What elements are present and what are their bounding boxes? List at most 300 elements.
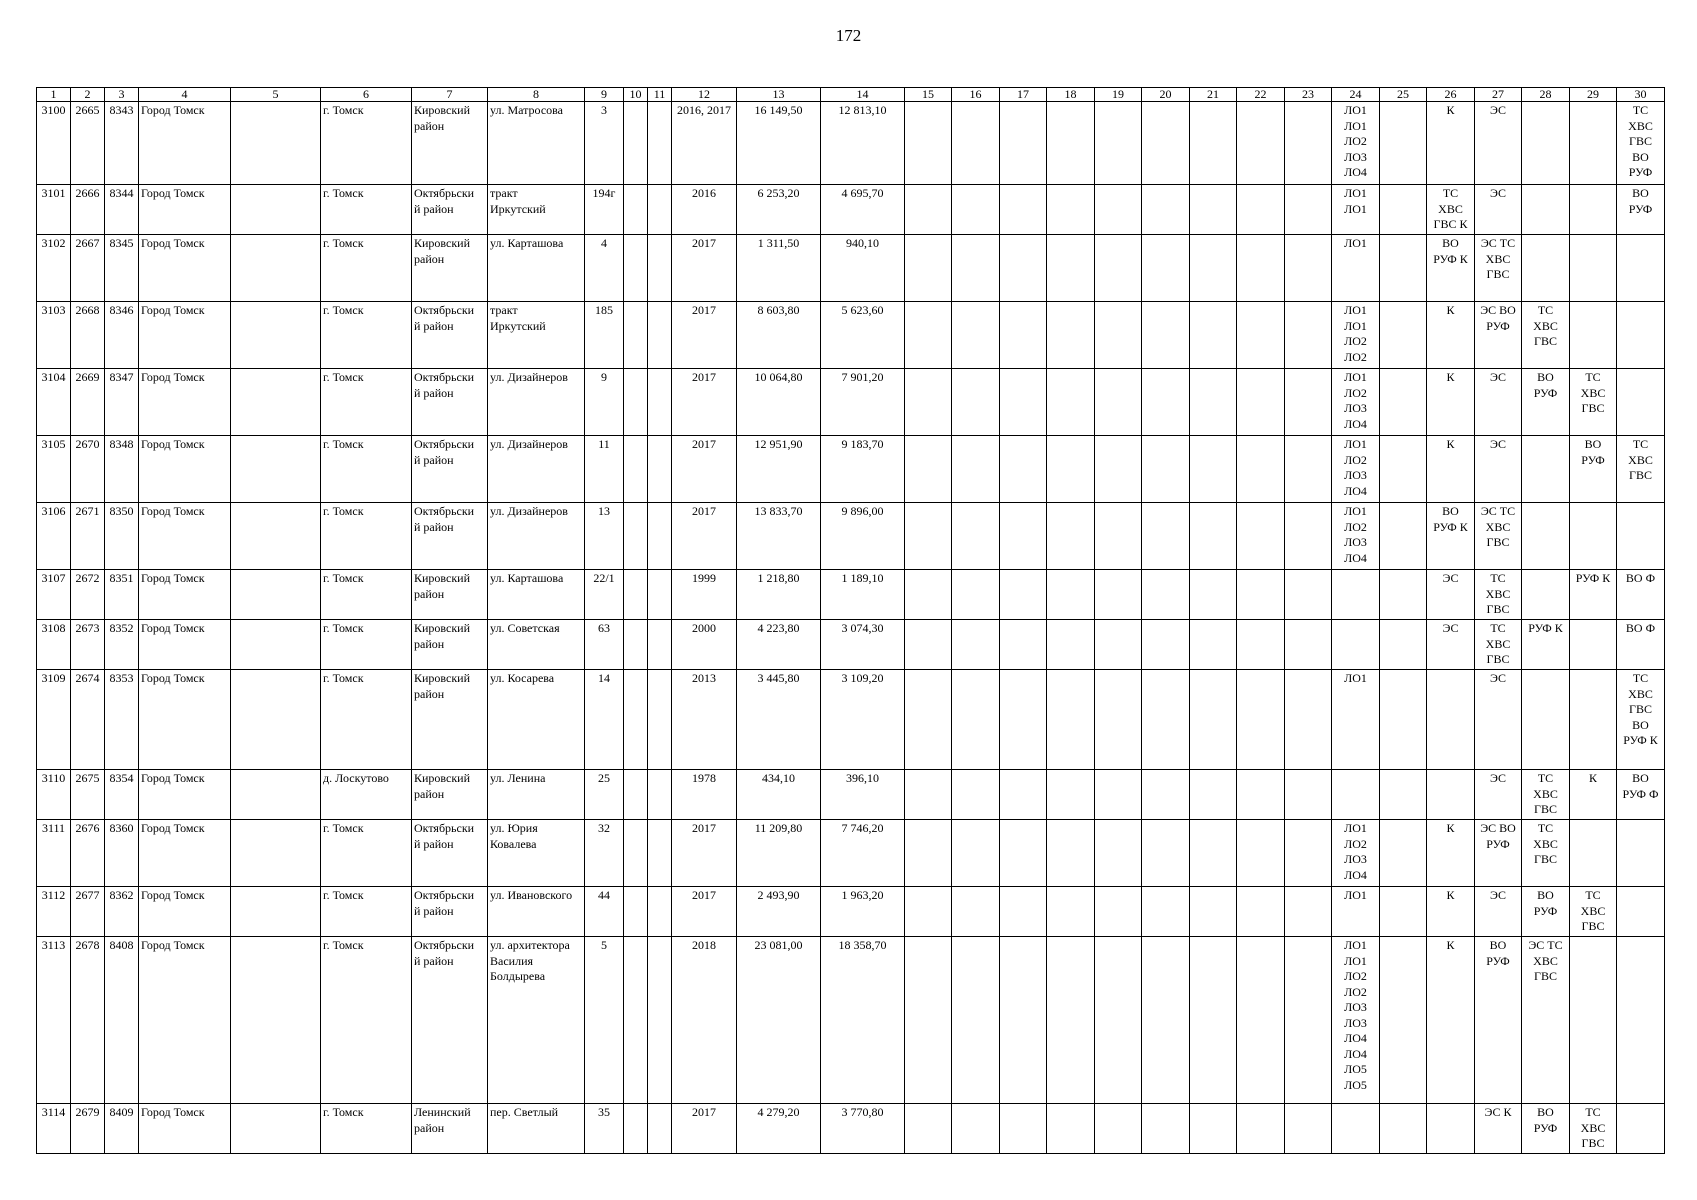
table-cell: 2670 xyxy=(71,436,105,503)
table-cell xyxy=(905,102,952,185)
table-cell xyxy=(952,185,1000,235)
table-cell: 2 493,90 xyxy=(737,887,821,937)
table-cell xyxy=(1142,820,1190,887)
table-cell xyxy=(1095,185,1142,235)
table-cell xyxy=(231,570,321,620)
table-cell xyxy=(905,887,952,937)
table-cell xyxy=(1047,185,1095,235)
table-cell: 8409 xyxy=(105,1104,139,1154)
table-cell xyxy=(624,820,648,887)
table-cell: РУФ К xyxy=(1570,570,1617,620)
column-number-header: 20 xyxy=(1142,88,1190,102)
table-cell: ул. Карташова xyxy=(488,570,585,620)
table-cell xyxy=(1522,436,1570,503)
table-cell xyxy=(1285,369,1332,436)
table-cell xyxy=(1522,503,1570,570)
table-cell: 8351 xyxy=(105,570,139,620)
table-row xyxy=(37,770,1665,820)
table-cell: 2016 xyxy=(672,185,737,235)
table-cell: 11 xyxy=(585,436,624,503)
table-cell: ул. Юрия Ковалева xyxy=(488,820,585,887)
column-number-header: 10 xyxy=(624,88,648,102)
table-cell: 44 xyxy=(585,887,624,937)
table-cell xyxy=(624,770,648,820)
table-cell xyxy=(1000,937,1047,1104)
table-cell xyxy=(1095,102,1142,185)
table-cell: 3108 xyxy=(37,620,71,670)
table-cell: Кировский район xyxy=(412,620,488,670)
table-cell xyxy=(1190,820,1237,887)
table-cell: 8344 xyxy=(105,185,139,235)
table-cell xyxy=(1047,820,1095,887)
table-cell: пер. Светлый xyxy=(488,1104,585,1154)
table-cell: г. Томск xyxy=(321,302,412,369)
column-number-header: 16 xyxy=(952,88,1000,102)
table-cell xyxy=(905,937,952,1104)
table-cell xyxy=(1095,887,1142,937)
table-cell xyxy=(1047,369,1095,436)
table-cell xyxy=(1000,670,1047,770)
table-cell xyxy=(1522,185,1570,235)
table-cell xyxy=(1000,235,1047,302)
table-cell xyxy=(1570,820,1617,887)
table-cell: ЭС xyxy=(1475,670,1522,770)
table-cell xyxy=(1142,937,1190,1104)
table-cell xyxy=(648,369,672,436)
table-cell: 8343 xyxy=(105,102,139,185)
table-cell: Город Томск xyxy=(139,436,231,503)
table-cell xyxy=(1522,570,1570,620)
table-cell: К xyxy=(1427,937,1475,1104)
table-cell: 9 183,70 xyxy=(821,436,905,503)
column-number-header: 15 xyxy=(905,88,952,102)
table-cell: 3105 xyxy=(37,436,71,503)
table-cell xyxy=(231,820,321,887)
table-cell xyxy=(648,185,672,235)
table-cell xyxy=(231,770,321,820)
table-cell xyxy=(1380,235,1427,302)
table-cell xyxy=(231,937,321,1104)
table-cell: 11 209,80 xyxy=(737,820,821,887)
table-cell: ТС ХВС ГВС xyxy=(1522,820,1570,887)
table-cell: г. Томск xyxy=(321,503,412,570)
table-cell: Октябрьски й район xyxy=(412,185,488,235)
table-cell xyxy=(1142,620,1190,670)
table-cell: ул. Советская xyxy=(488,620,585,670)
table-cell: ЭС xyxy=(1475,369,1522,436)
table-cell xyxy=(952,937,1000,1104)
table-cell: К xyxy=(1427,102,1475,185)
table-cell xyxy=(1237,102,1285,185)
column-number-header: 28 xyxy=(1522,88,1570,102)
table-cell xyxy=(648,620,672,670)
table-cell: 3110 xyxy=(37,770,71,820)
table-cell xyxy=(1427,770,1475,820)
table-cell xyxy=(1047,570,1095,620)
table-cell: ТС ХВС ГВС xyxy=(1570,369,1617,436)
table-cell: Октябрьски й район xyxy=(412,302,488,369)
table-cell: ТС ХВС ГВС xyxy=(1570,1104,1617,1154)
table-cell: ул. Косарева xyxy=(488,670,585,770)
table-cell xyxy=(1237,1104,1285,1154)
table-cell: ул. Карташова xyxy=(488,235,585,302)
table-cell xyxy=(648,570,672,620)
table-cell xyxy=(648,820,672,887)
table-row xyxy=(37,369,1665,436)
table-cell xyxy=(905,570,952,620)
table-cell xyxy=(1142,503,1190,570)
table-cell xyxy=(1095,820,1142,887)
table-cell xyxy=(1285,820,1332,887)
table-cell xyxy=(1522,235,1570,302)
table-row xyxy=(37,937,1665,1104)
table-cell: 434,10 xyxy=(737,770,821,820)
table-cell xyxy=(1285,102,1332,185)
table-cell xyxy=(1617,369,1665,436)
table-cell: 3101 xyxy=(37,185,71,235)
table-row xyxy=(37,235,1665,302)
table-cell: 2674 xyxy=(71,670,105,770)
table-cell: 2665 xyxy=(71,102,105,185)
table-cell: г. Томск xyxy=(321,185,412,235)
table-cell xyxy=(905,302,952,369)
table-cell xyxy=(624,1104,648,1154)
table-cell xyxy=(1000,102,1047,185)
table-cell xyxy=(648,102,672,185)
table-cell xyxy=(1142,302,1190,369)
table-cell xyxy=(231,302,321,369)
table-cell xyxy=(1142,887,1190,937)
table-cell: 22/1 xyxy=(585,570,624,620)
table-cell: 2013 xyxy=(672,670,737,770)
table-cell: 8345 xyxy=(105,235,139,302)
table-cell xyxy=(1285,937,1332,1104)
column-number-header: 4 xyxy=(139,88,231,102)
table-cell xyxy=(1570,503,1617,570)
table-cell xyxy=(624,302,648,369)
table-cell: ТС ХВС ГВС xyxy=(1522,302,1570,369)
table-cell xyxy=(905,185,952,235)
table-cell xyxy=(1047,302,1095,369)
table-cell: 7 746,20 xyxy=(821,820,905,887)
table-cell xyxy=(1617,235,1665,302)
table-cell xyxy=(1380,570,1427,620)
table-cell xyxy=(1000,887,1047,937)
table-cell xyxy=(1047,887,1095,937)
table-cell xyxy=(624,369,648,436)
table-cell xyxy=(648,436,672,503)
table-cell: ЭС xyxy=(1427,620,1475,670)
table-cell xyxy=(1190,670,1237,770)
table-cell xyxy=(1617,1104,1665,1154)
table-cell xyxy=(905,770,952,820)
table-cell: К xyxy=(1427,436,1475,503)
table-cell: 13 xyxy=(585,503,624,570)
table-cell xyxy=(1522,670,1570,770)
table-cell xyxy=(231,887,321,937)
table-cell: 3 xyxy=(585,102,624,185)
table-cell xyxy=(1285,185,1332,235)
table-cell: 6 253,20 xyxy=(737,185,821,235)
table-cell: Кировский район xyxy=(412,670,488,770)
column-number-row xyxy=(37,88,1665,102)
table-cell: г. Томск xyxy=(321,620,412,670)
table-cell xyxy=(1142,670,1190,770)
table-cell: ВО РУФ К xyxy=(1427,235,1475,302)
table-cell: К xyxy=(1427,820,1475,887)
table-cell xyxy=(1190,770,1237,820)
table-cell xyxy=(1047,770,1095,820)
table-cell xyxy=(1190,887,1237,937)
table-cell xyxy=(1237,820,1285,887)
table-cell: г. Томск xyxy=(321,570,412,620)
table-cell xyxy=(1380,820,1427,887)
table-cell xyxy=(231,436,321,503)
table-cell: ВО Ф xyxy=(1617,620,1665,670)
table-cell xyxy=(1095,302,1142,369)
table-cell: г. Томск xyxy=(321,369,412,436)
column-number-header: 27 xyxy=(1475,88,1522,102)
table-cell xyxy=(905,503,952,570)
table-cell xyxy=(1095,369,1142,436)
table-cell xyxy=(1190,570,1237,620)
table-cell: ЭС ТС ХВС ГВС xyxy=(1522,937,1570,1104)
table-cell xyxy=(648,302,672,369)
column-number-header: 24 xyxy=(1332,88,1380,102)
table-row xyxy=(37,570,1665,620)
table-cell: 3106 xyxy=(37,503,71,570)
table-cell xyxy=(624,185,648,235)
column-number-header: 8 xyxy=(488,88,585,102)
table-cell: 9 xyxy=(585,369,624,436)
table-cell xyxy=(231,369,321,436)
table-cell: 1978 xyxy=(672,770,737,820)
table-cell xyxy=(1285,1104,1332,1154)
table-cell: 3114 xyxy=(37,1104,71,1154)
table-body xyxy=(37,102,1665,1154)
table-cell: 2678 xyxy=(71,937,105,1104)
table-cell: ЭС xyxy=(1475,436,1522,503)
table-cell xyxy=(1285,570,1332,620)
table-cell xyxy=(1190,937,1237,1104)
table-cell xyxy=(1237,369,1285,436)
table-cell: Город Томск xyxy=(139,185,231,235)
table-cell: ВО РУФ xyxy=(1522,887,1570,937)
table-cell: ул. Ленина xyxy=(488,770,585,820)
register-table xyxy=(36,87,1665,1154)
table-cell xyxy=(1380,436,1427,503)
table-cell xyxy=(1237,770,1285,820)
table-cell: ЛО1 ЛО1 ЛО2 ЛО3 ЛО4 xyxy=(1332,102,1380,185)
table-cell xyxy=(1427,670,1475,770)
table-cell xyxy=(1000,820,1047,887)
table-cell xyxy=(624,937,648,1104)
table-cell: тракт Иркутский xyxy=(488,185,585,235)
table-cell: ЭС xyxy=(1475,185,1522,235)
table-cell: 4 xyxy=(585,235,624,302)
table-cell: 2669 xyxy=(71,369,105,436)
column-number-header: 23 xyxy=(1285,88,1332,102)
table-cell: ЭС ВО РУФ xyxy=(1475,820,1522,887)
table-cell: 2017 xyxy=(672,1104,737,1154)
table-cell: 8350 xyxy=(105,503,139,570)
table-cell: 8352 xyxy=(105,620,139,670)
table-cell xyxy=(1142,1104,1190,1154)
column-number-header: 1 xyxy=(37,88,71,102)
table-cell xyxy=(905,670,952,770)
column-number-header: 14 xyxy=(821,88,905,102)
table-cell xyxy=(231,670,321,770)
table-cell: ЭС xyxy=(1475,102,1522,185)
table-cell xyxy=(952,102,1000,185)
table-cell xyxy=(1190,302,1237,369)
table-cell xyxy=(952,770,1000,820)
page-number: 172 xyxy=(835,26,862,45)
table-cell xyxy=(1380,102,1427,185)
table-cell: 2017 xyxy=(672,369,737,436)
column-number-header: 11 xyxy=(648,88,672,102)
table-cell xyxy=(1190,436,1237,503)
table-cell xyxy=(1000,1104,1047,1154)
table-cell: 3 445,80 xyxy=(737,670,821,770)
table-cell: 23 081,00 xyxy=(737,937,821,1104)
table-cell: ВО РУФ Ф xyxy=(1617,770,1665,820)
table-cell: 2672 xyxy=(71,570,105,620)
table-cell: ЛО1 xyxy=(1332,670,1380,770)
table-cell: ул. архитектора Василия Болдырева xyxy=(488,937,585,1104)
table-cell xyxy=(1285,503,1332,570)
table-cell: ТС ХВС ГВС xyxy=(1522,770,1570,820)
table-cell: г. Томск xyxy=(321,937,412,1104)
table-cell: ТС ХВС ГВС xyxy=(1475,570,1522,620)
table-cell xyxy=(1095,1104,1142,1154)
table-cell: Октябрьски й район xyxy=(412,887,488,937)
table-cell: 940,10 xyxy=(821,235,905,302)
table-cell xyxy=(1142,369,1190,436)
table-cell xyxy=(1142,185,1190,235)
table-cell: 2018 xyxy=(672,937,737,1104)
table-cell: 13 833,70 xyxy=(737,503,821,570)
table-cell: Город Томск xyxy=(139,235,231,302)
table-cell: Город Томск xyxy=(139,887,231,937)
table-cell: К xyxy=(1427,887,1475,937)
table-cell: ВО РУФ xyxy=(1570,436,1617,503)
column-number-header: 2 xyxy=(71,88,105,102)
table-cell xyxy=(1237,185,1285,235)
table-cell xyxy=(1570,620,1617,670)
table-cell: 3112 xyxy=(37,887,71,937)
table-cell: 3 109,20 xyxy=(821,670,905,770)
table-cell xyxy=(952,620,1000,670)
table-cell: 2673 xyxy=(71,620,105,670)
table-cell: ул. Дизайнеров xyxy=(488,436,585,503)
table-cell: Город Томск xyxy=(139,670,231,770)
table-cell xyxy=(1095,503,1142,570)
column-number-header: 5 xyxy=(231,88,321,102)
table-cell xyxy=(1380,1104,1427,1154)
table-cell xyxy=(1095,436,1142,503)
table-cell xyxy=(1095,770,1142,820)
table-cell: ЭС xyxy=(1475,770,1522,820)
table-cell xyxy=(648,937,672,1104)
table-cell: К xyxy=(1427,369,1475,436)
table-cell: ТС ХВС ГВС xyxy=(1617,436,1665,503)
table-cell: 8362 xyxy=(105,887,139,937)
table-cell xyxy=(905,436,952,503)
table-cell xyxy=(1142,235,1190,302)
table-cell: 4 279,20 xyxy=(737,1104,821,1154)
table-cell xyxy=(624,887,648,937)
table-cell xyxy=(1617,820,1665,887)
table-cell: Город Томск xyxy=(139,1104,231,1154)
table-cell: ТС ХВС ГВС ВО РУФ xyxy=(1617,102,1665,185)
table-cell: ЛО1 xyxy=(1332,887,1380,937)
table-row xyxy=(37,1104,1665,1154)
table-cell: Октябрьски й район xyxy=(412,937,488,1104)
table-cell: 32 xyxy=(585,820,624,887)
table-row xyxy=(37,503,1665,570)
table-cell: Кировский район xyxy=(412,770,488,820)
table-cell xyxy=(1380,302,1427,369)
table-cell xyxy=(648,770,672,820)
table-cell: 8353 xyxy=(105,670,139,770)
table-cell xyxy=(952,436,1000,503)
table-cell xyxy=(1570,670,1617,770)
table-cell xyxy=(1237,887,1285,937)
table-cell: ЛО1 ЛО2 ЛО3 ЛО4 xyxy=(1332,503,1380,570)
table-cell xyxy=(1380,770,1427,820)
table-cell xyxy=(1000,570,1047,620)
table-cell: 396,10 xyxy=(821,770,905,820)
table-cell: 3103 xyxy=(37,302,71,369)
table-cell: 1 189,10 xyxy=(821,570,905,620)
table-cell xyxy=(952,820,1000,887)
table-cell xyxy=(1047,620,1095,670)
table-cell xyxy=(231,102,321,185)
table-cell: 8354 xyxy=(105,770,139,820)
table-cell: ВО Ф xyxy=(1617,570,1665,620)
table-cell xyxy=(1285,887,1332,937)
table-cell xyxy=(231,620,321,670)
table-cell: ВО РУФ xyxy=(1475,937,1522,1104)
table-cell: Город Томск xyxy=(139,302,231,369)
table-cell: 8347 xyxy=(105,369,139,436)
table-cell xyxy=(1190,235,1237,302)
table-cell xyxy=(624,235,648,302)
column-number-header: 25 xyxy=(1380,88,1427,102)
table-cell: ЛО1 ЛО2 ЛО3 ЛО4 xyxy=(1332,436,1380,503)
table-row xyxy=(37,185,1665,235)
table-cell: 2671 xyxy=(71,503,105,570)
table-row xyxy=(37,302,1665,369)
table-cell xyxy=(1237,302,1285,369)
table-cell xyxy=(1237,937,1285,1104)
table-cell xyxy=(952,235,1000,302)
table-row xyxy=(37,620,1665,670)
table-cell xyxy=(1617,503,1665,570)
table-cell xyxy=(1142,102,1190,185)
table-cell: 2017 xyxy=(672,503,737,570)
table-cell: 2017 xyxy=(672,436,737,503)
table-cell xyxy=(1570,937,1617,1104)
table-cell xyxy=(905,1104,952,1154)
table-cell xyxy=(1190,185,1237,235)
table-cell xyxy=(1285,302,1332,369)
table-cell: Город Томск xyxy=(139,503,231,570)
table-cell: К xyxy=(1427,302,1475,369)
table-cell: ЛО1 ЛО1 ЛО2 ЛО2 ЛО3 ЛО3 ЛО4 ЛО4 ЛО5 ЛО5 xyxy=(1332,937,1380,1104)
table-cell: 2017 xyxy=(672,235,737,302)
